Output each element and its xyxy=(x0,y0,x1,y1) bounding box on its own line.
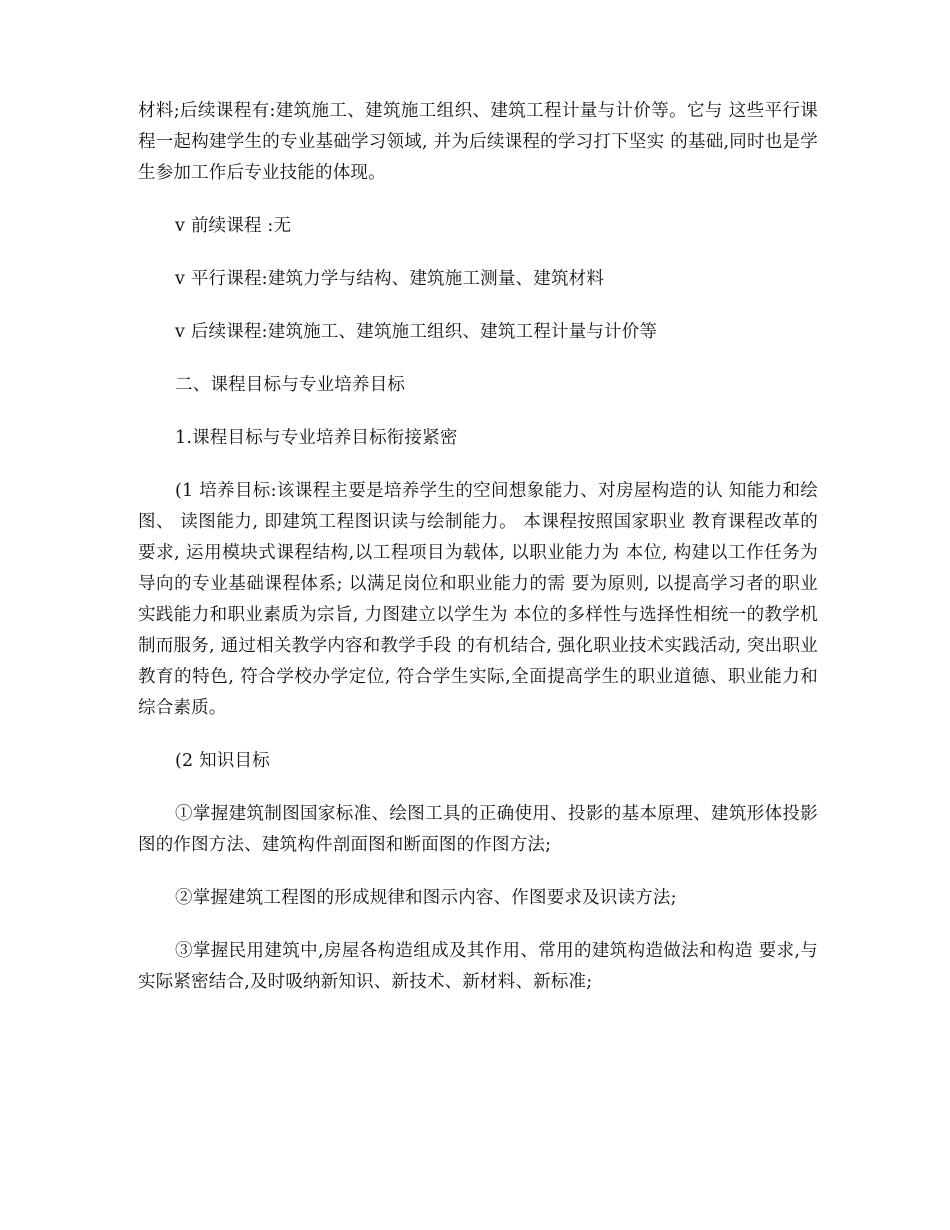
paragraph-intro-continuation: 材料;后续课程有:建筑施工、建筑施工组织、建筑工程计量与计价等。它与 这些平行课程一起构建学生的专业基础学习领域, 并为后续课程的学习打下坚实 的基础,同时也是学生参加工作后专业技能的体现。 xyxy=(138,101,818,183)
section-heading-course-goals: 二、课程目标与专业培养目标 xyxy=(175,375,406,395)
list-item-knowledge-1: ①掌握建筑制图国家标准、绘图工具的正确使用、投影的基本原理、建筑形体投影图的作图方法、建筑构件剖面图和断面图的作图方法; xyxy=(138,804,818,855)
list-item-knowledge-3: ③掌握民用建筑中,房屋各构造组成及其作用、常用的建筑构造做法和构造 要求,与实际紧密结合,及时吸纳新知识、新技术、新材料、新标准; xyxy=(138,941,818,992)
paragraph-parallel-courses: v 平行课程:建筑力学与结构、建筑施工测量、建筑材料 xyxy=(175,269,605,289)
paragraph-prerequisite-courses: v 前续课程 :无 xyxy=(175,216,292,236)
subheading-knowledge-goal: (2 知识目标 xyxy=(175,751,270,771)
paragraph-follow-up-courses: v 后续课程:建筑施工、建筑施工组织、建筑工程计量与计价等 xyxy=(175,322,658,342)
paragraph-training-goal: (1 培养目标:该课程主要是培养学生的空间想象能力、对房屋构造的认 知能力和绘图、 读图能力, 即建筑工程图识读与绘制能力。 本课程按照国家职业 教育课程改革的要求, 运用模块式课程结构,以工程项目为载体, 以职业能力为 本位, 构建以工作任务为导向的专业基础课程体系; 以满足岗位和职业能力的需 要为原则, 以提高学习者的职业实践能力和职业素质为宗旨, 力图建立以学生为 本位的多样性与选择性相统一的教学机制而服务, 通过相关教学内容和教学手段 的有机结合, 强化职业技术实践活动, 突出职业教育的特色, 符合学校办学定位, 符合学生实际,全面提高学生的职业道德、职业能力和综合素质。 xyxy=(138,481,818,718)
document-body xyxy=(138,96,818,1020)
subheading-goal-alignment: 1.课程目标与专业培养目标衔接紧密 xyxy=(175,428,458,448)
list-item-knowledge-2: ②掌握建筑工程图的形成规律和图示内容、作图要求及识读方法; xyxy=(175,888,677,908)
